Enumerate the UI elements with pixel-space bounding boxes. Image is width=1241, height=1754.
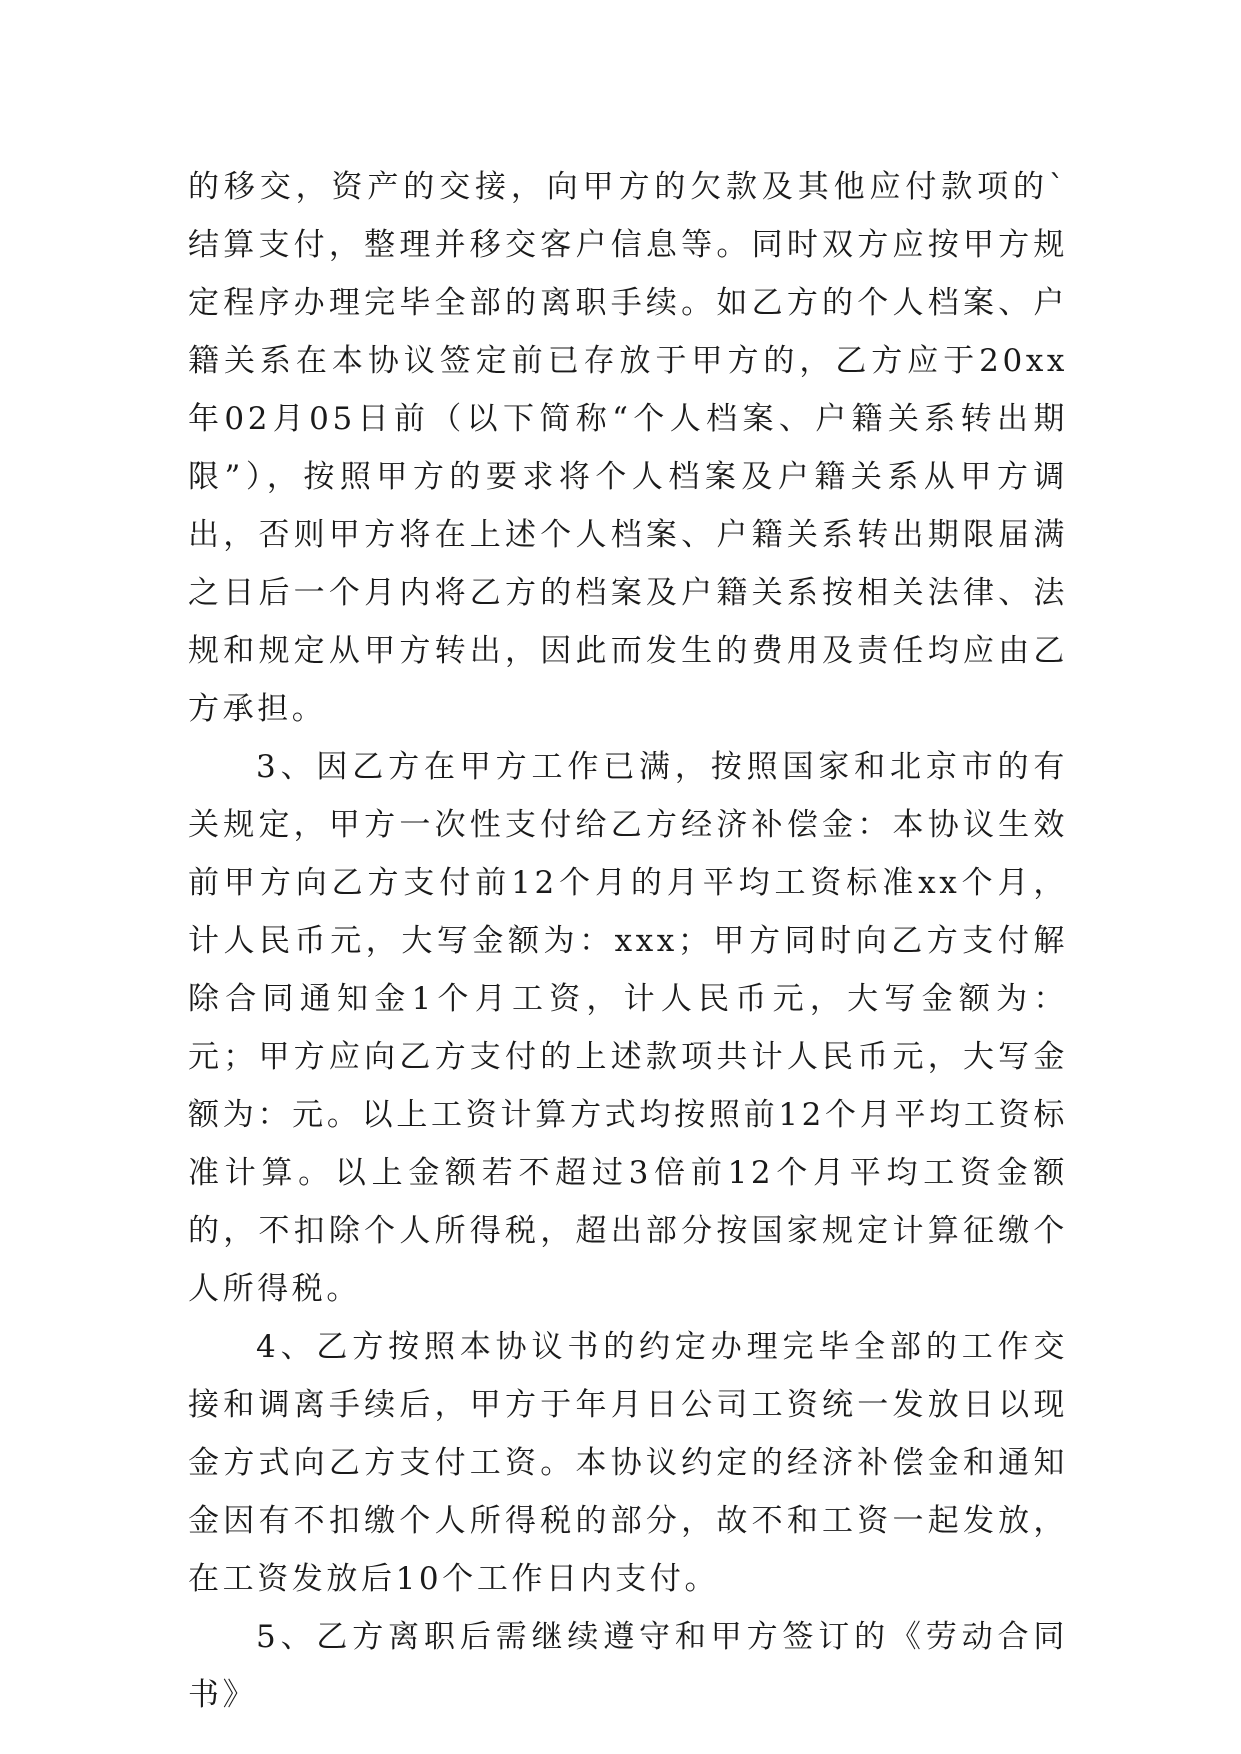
- paragraph-handover-procedures: 的移交，资产的交接，向甲方的欠款及其他应付款项的`结算支付，整理并移交客户信息等。同时双方应按甲方规定程序办理完毕全部的离职手续。如乙方的个人档案、户籍关系在本协议签定前已存放于甲方的，乙方应于20xx年02月05日前（以下简称“个人档案、户籍关系转出期限”），按照甲方的要求将个人档案及户籍关系从甲方调出，否则甲方将在上述个人档案、户籍关系转出期限届满之日后一个月内将乙方的档案及户籍关系按相关法律、法规和规定从甲方转出，因此而发生的费用及责任均应由乙方承担。: [188, 169, 1068, 727]
- paragraph-clause-4-payment: 4、乙方按照本协议书的约定办理完毕全部的工作交接和调离手续后，甲方于年月日公司工资统一发放日以现金方式向乙方支付工资。本协议约定的经济补偿金和通知金因有不扣缴个人所得税的部分，故不和工资一起发放，在工资发放后10个工作日内支付。: [188, 1329, 1068, 1597]
- paragraph-clause-5-obligations: 5、乙方离职后需继续遵守和甲方签订的《劳动合同书》: [188, 1619, 1068, 1713]
- document-body: [188, 158, 1068, 1724]
- paragraph-clause-3-compensation: 3、因乙方在甲方工作已满，按照国家和北京市的有关规定，甲方一次性支付给乙方经济补偿金：本协议生效前甲方向乙方支付前12个月的月平均工资标准xx个月，计人民币元，大写金额为：xxx；甲方同时向乙方支付解除合同通知金1个月工资，计人民币元，大写金额为：元；甲方应向乙方支付的上述款项共计人民币元，大写金额为：元。以上工资计算方式均按照前12个月平均工资标准计算。以上金额若不超过3倍前12个月平均工资金额的，不扣除个人所得税，超出部分按国家规定计算征缴个人所得税。: [188, 749, 1068, 1307]
